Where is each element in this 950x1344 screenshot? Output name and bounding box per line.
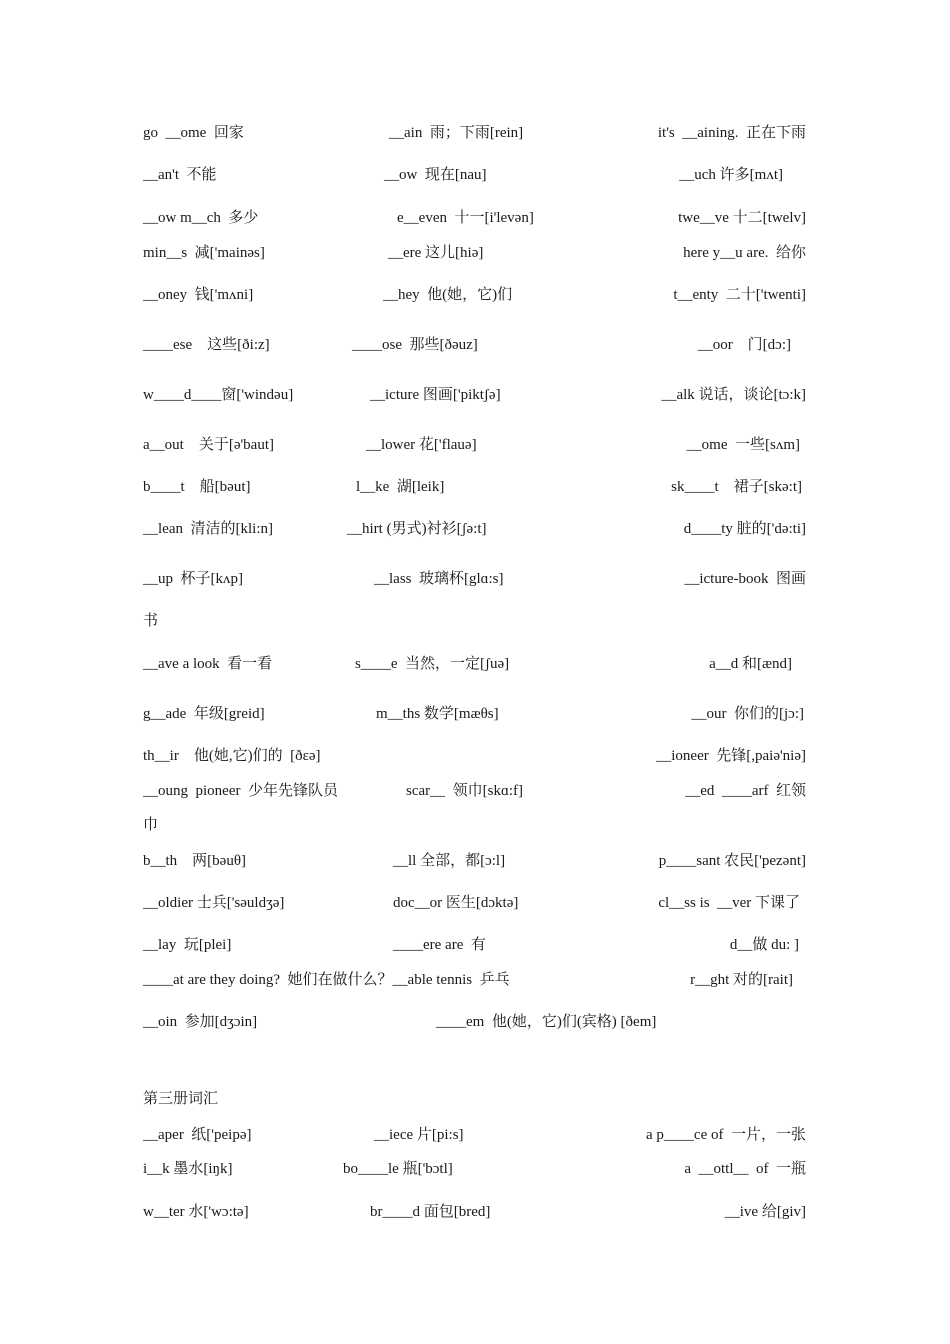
vocab-entry: __an't 不能: [143, 167, 217, 183]
vocab-entry: go __ome 回家: [143, 125, 244, 141]
vocab-entry: twe__ve 十二[twelv]: [678, 210, 806, 226]
table-row: [0, 122, 950, 144]
vocab-entry: here y__u are. 给你: [683, 245, 806, 261]
vocab-entry: __ow m__ch 多少: [143, 210, 259, 226]
vocab-entry: __oldier 士兵['səuldʒə]: [143, 895, 285, 911]
table-row: [0, 1011, 950, 1033]
vocab-entry: d____ty 脏的['də:ti]: [683, 521, 806, 537]
vocab-entry: __hey 他(她，它)们: [383, 287, 513, 303]
vocab-entry: g__ade 年级[greid]: [143, 706, 265, 722]
table-row: [0, 850, 950, 872]
vocab-entry: s____e 当然，一定[ʃuə]: [355, 656, 510, 672]
vocab-entry: __oin 参加[dʒɔin]: [143, 1014, 258, 1030]
vocab-entry: it's __aining. 正在下雨: [657, 125, 806, 141]
table-row: [0, 384, 950, 406]
vocab-entry: __ll 全部，都[ɔ:l]: [393, 853, 506, 869]
table-row: [0, 242, 950, 264]
section-heading: 第三册词汇: [143, 1091, 219, 1107]
vocab-entry: __icture-book 图画: [684, 571, 806, 587]
vocab-entry: t__enty 二十['twenti]: [673, 287, 806, 303]
vocab-entry: __iece 片[pi:s]: [374, 1127, 464, 1143]
vocab-entry: __ave a look 看一看: [143, 656, 273, 672]
vocab-entry: __ioneer 先锋[,paiə'niə]: [656, 748, 806, 764]
vocab-entry: bo____le 瓶['bɔtl]: [343, 1161, 453, 1177]
table-row: [0, 969, 950, 991]
vocab-entry: doc__or 医生[dɔktə]: [393, 895, 519, 911]
vocab-entry: __oor 门[dɔ:]: [697, 337, 791, 353]
vocab-entry: scar__ 领巾[skɑ:f]: [406, 783, 523, 799]
vocab-entry: w__ter 水['wɔ:tə]: [143, 1204, 249, 1220]
vocab-entry: b____t 船[bəut]: [143, 479, 251, 495]
vocab-entry: a __ottl__ of 一瓶: [684, 1161, 806, 1177]
vocab-entry: e__even 十一[i'levən]: [397, 210, 534, 226]
table-row: [0, 207, 950, 229]
vocab-entry: __lay 玩[plei]: [143, 937, 232, 953]
vocab-entry: __lower 花['flauə]: [366, 437, 477, 453]
vocab-entry: __ive 给[giv]: [724, 1204, 806, 1220]
vocab-entry: a__out 关于[ə'baut]: [143, 437, 275, 453]
vocab-entry: ____em 他(她，它)们(宾格) [ðem]: [436, 1014, 657, 1030]
vocab-entry: __up 杯子[kʌp]: [143, 571, 243, 587]
vocab-entry: __hirt (男式)衬衫[ʃə:t]: [347, 521, 487, 537]
table-row: [0, 1201, 950, 1223]
vocab-entry: sk____t 裙子[skə:t]: [671, 479, 802, 495]
table-row: [0, 1124, 950, 1146]
vocab-entry: a p____ce of 一片，一张: [646, 1127, 806, 1143]
vocab-entry: cl__ss is __ver 下课了: [658, 895, 800, 911]
vocab-entry: ____ese 这些[ði:z]: [143, 337, 270, 353]
vocab-entry: a__d 和[ænd]: [709, 656, 792, 672]
vocab-entry: d__做 du: ]: [729, 937, 799, 953]
vocab-entry: __oney 钱['mʌni]: [143, 287, 254, 303]
vocab-entry: ____at are they doing? 她们在做什么？__able tennis 乒乓: [143, 972, 510, 988]
table-row: [0, 476, 950, 498]
table-row: [0, 745, 950, 767]
table-row: [0, 780, 950, 802]
table-row: [0, 568, 950, 590]
vocab-entry: __ain 雨；下雨[rein]: [389, 125, 524, 141]
vocab-entry: r__ght 对的[rait]: [690, 972, 793, 988]
vocab-entry: __ow 现在[nau]: [384, 167, 487, 183]
table-row: [0, 434, 950, 456]
table-row: [0, 518, 950, 540]
vocab-entry: __aper 纸['peipə]: [143, 1127, 252, 1143]
table-row: [0, 164, 950, 186]
vocab-entry: b__th 两[bəuθ]: [143, 853, 247, 869]
table-row: [0, 892, 950, 914]
wrapped-text: 书: [143, 613, 159, 629]
table-row: [0, 934, 950, 956]
vocab-entry: __icture 图画['piktʃə]: [370, 387, 501, 403]
table-row: [0, 284, 950, 306]
vocab-entry: br____d 面包[bred]: [370, 1204, 491, 1220]
table-row: [0, 334, 950, 356]
vocab-entry: m__ths 数学[mæθs]: [376, 706, 499, 722]
vocab-entry: __lass 玻璃杯[glɑ:s]: [374, 571, 504, 587]
vocab-entry: __alk 说话，谈论[tɔ:k]: [661, 387, 806, 403]
wrapped-text: 巾: [143, 817, 159, 833]
vocab-entry: p____sant 农民['pezənt]: [658, 853, 806, 869]
vocab-entry: __ed ____arf 红领: [685, 783, 806, 799]
table-row: [0, 653, 950, 675]
vocab-entry: min__s 减['mainəs]: [143, 245, 265, 261]
vocab-entry: l__ke 湖[leik]: [356, 479, 445, 495]
vocab-entry: __oung pioneer 少年先锋队员: [143, 783, 338, 799]
vocab-entry: __ere 这儿[hiə]: [388, 245, 484, 261]
table-row: [0, 703, 950, 725]
vocab-entry: __lean 清洁的[kli:n]: [143, 521, 273, 537]
table-row: [0, 1158, 950, 1180]
vocab-entry: th__ir 他(她,它)们的 [ðεə]: [143, 748, 321, 764]
vocab-entry: w____d____窗['windəu]: [143, 387, 294, 403]
vocab-entry: __our 你们的[jɔ:]: [691, 706, 804, 722]
vocab-entry: __ome 一些[sʌm]: [686, 437, 800, 453]
vocab-entry: __uch 许多[mʌt]: [679, 167, 783, 183]
vocab-entry: i__k 墨水[iŋk]: [143, 1161, 233, 1177]
vocab-entry: ____ose 那些[ðəuz]: [352, 337, 478, 353]
vocab-entry: ____ere are 有: [393, 937, 486, 953]
